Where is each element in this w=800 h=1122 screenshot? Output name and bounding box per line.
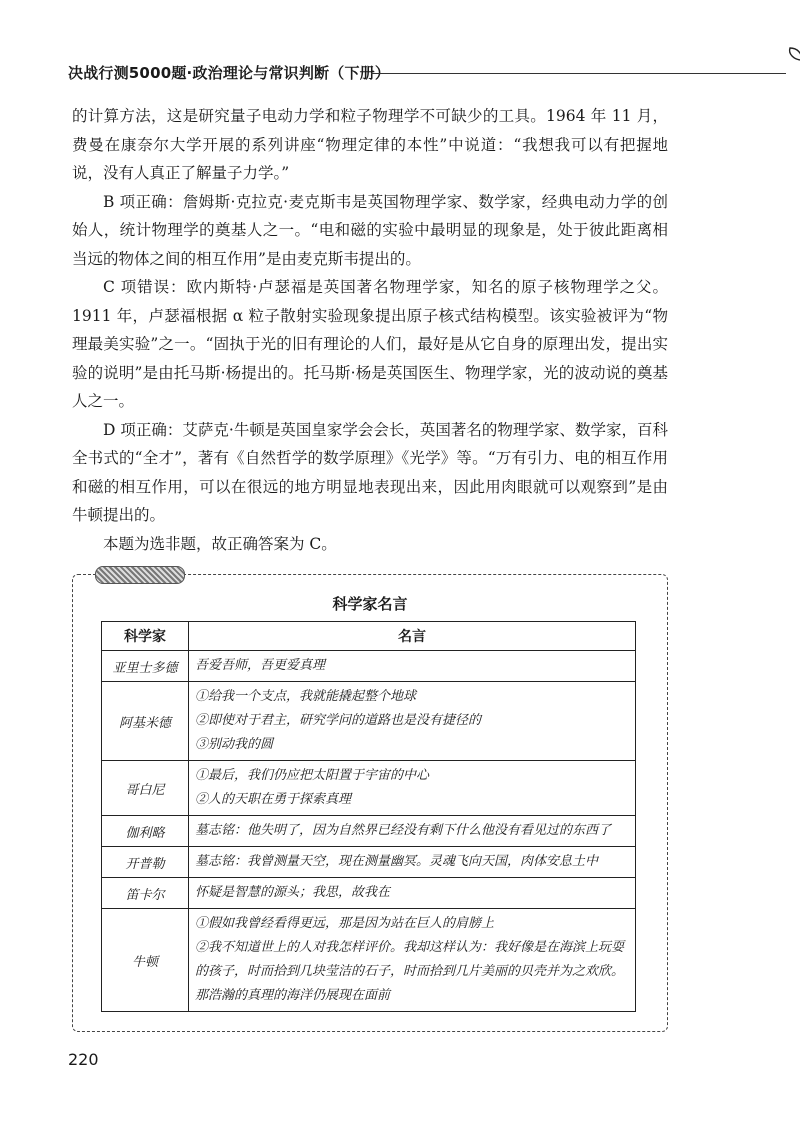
header-quote: 名言 xyxy=(189,622,636,651)
page-number: 220 xyxy=(68,1050,99,1069)
box-title: 科学家名言 xyxy=(332,595,408,613)
quote-line: ①最后，我们仍应把太阳置于宇宙的中心 xyxy=(195,768,430,783)
paragraph-option-c: C 项错误：欧内斯特·卢瑟福是英国著名物理学家，知名的原子核物理学之父。1911 年，卢瑟福根据 α 粒子散射实验现象提出原子核式结构模型。该实验被评为“物理最美实验”之一。“固执于光的旧有理论的人们，最好是从它自身的原理出发，提出实验的说明”是由托马斯·杨提出的。托马斯·杨是英国医生、物理学家，光的波动说的奠基人之一。 xyxy=(72,278,668,410)
scientist-quotes-box xyxy=(72,574,668,1032)
table-row xyxy=(102,878,636,909)
header-scientist: 科学家 xyxy=(102,622,189,651)
page-header xyxy=(68,62,748,88)
scientist-name: 开普勒 xyxy=(102,847,189,878)
scientist-name: 伽利略 xyxy=(102,816,189,847)
quote-line: ③别动我的圆 xyxy=(195,737,274,752)
table-row xyxy=(102,909,636,1012)
quote-cell xyxy=(189,847,636,878)
table-row xyxy=(102,816,636,847)
paragraph-option-d: D 项正确：艾萨克·牛顿是英国皇家学会会长，英国著名的物理学家、数学家，百科全书式的“全才”，著有《自然哲学的数学原理》《光学》等。“万有引力、电的相互作用和磁的相互作用，可以在很远的地方明显地表现出来，因此用肉眼就可以观察到”是由牛顿提出的。 xyxy=(72,420,668,524)
quotes-table xyxy=(101,621,636,1012)
paragraph-feynman: 的计算方法，这是研究量子电动力学和粒子物理学不可缺少的工具。1964 年 11 月，费曼在康奈尔大学开展的系列讲座“物理定律的本性”中说道：“我想我可以有把握地说，没有人真正了解量子力学。” xyxy=(72,107,668,182)
scientist-name: 哥白尼 xyxy=(102,761,189,816)
scientist-name: 阿基米德 xyxy=(102,682,189,761)
table-header-row xyxy=(102,622,636,651)
book-title: 决战行测5000题·政治理论与常识判断（下册） xyxy=(68,64,391,82)
quote-line: ①给我一个支点，我就能撬起整个地球 xyxy=(195,689,417,704)
quote-line: 墓志铭：我曾测量天空，现在测量幽冥。灵魂飞向天国，肉体安息土中 xyxy=(195,854,599,869)
table-row xyxy=(102,761,636,816)
scientist-name: 笛卡尔 xyxy=(102,878,189,909)
header-rule xyxy=(371,73,786,74)
quote-line: ②即使对于君主，研究学问的道路也是没有捷径的 xyxy=(195,713,482,728)
table-row xyxy=(102,651,636,682)
box-decorative-tab xyxy=(95,566,185,584)
quote-cell xyxy=(189,682,636,761)
table-row xyxy=(102,847,636,878)
paragraph-answer: 本题为选非题，故正确答案为 C。 xyxy=(103,534,337,553)
explanation-text xyxy=(72,102,668,558)
leaf-sprout-icon xyxy=(784,44,800,82)
quote-cell xyxy=(189,651,636,682)
quote-line: ②我不知道世上的人对我怎样评价。我却这样认为：我好像是在海滨上玩耍的孩子，时而拾到几块莹洁的石子，时而拾到几片美丽的贝壳并为之欢欣。那浩瀚的真理的海洋仍展现在面前 xyxy=(195,940,625,1003)
quote-cell xyxy=(189,909,636,1012)
quote-cell xyxy=(189,816,636,847)
quote-line: 怀疑是智慧的源头；我思，故我在 xyxy=(195,885,391,900)
quote-line: 吾爱吾师，吾更爱真理 xyxy=(195,658,326,673)
scientist-name: 牛顿 xyxy=(102,909,189,1012)
quote-line: ①假如我曾经看得更远，那是因为站在巨人的肩膀上 xyxy=(195,916,495,931)
paragraph-option-b: B 项正确：詹姆斯·克拉克·麦克斯韦是英国物理学家、数学家，经典电动力学的创始人，统计物理学的奠基人之一。“电和磁的实验中最明显的现象是，处于彼此距离相当远的物体之间的相互作用”是由麦克斯韦提出的。 xyxy=(72,192,668,268)
quote-cell xyxy=(189,878,636,909)
table-row xyxy=(102,682,636,761)
scientist-name: 亚里士多德 xyxy=(102,651,189,682)
quote-line: ②人的天职在勇于探索真理 xyxy=(195,792,352,807)
quote-line: 墓志铭：他失明了，因为自然界已经没有剩下什么他没有看见过的东西了 xyxy=(195,823,612,838)
quote-cell xyxy=(189,761,636,816)
